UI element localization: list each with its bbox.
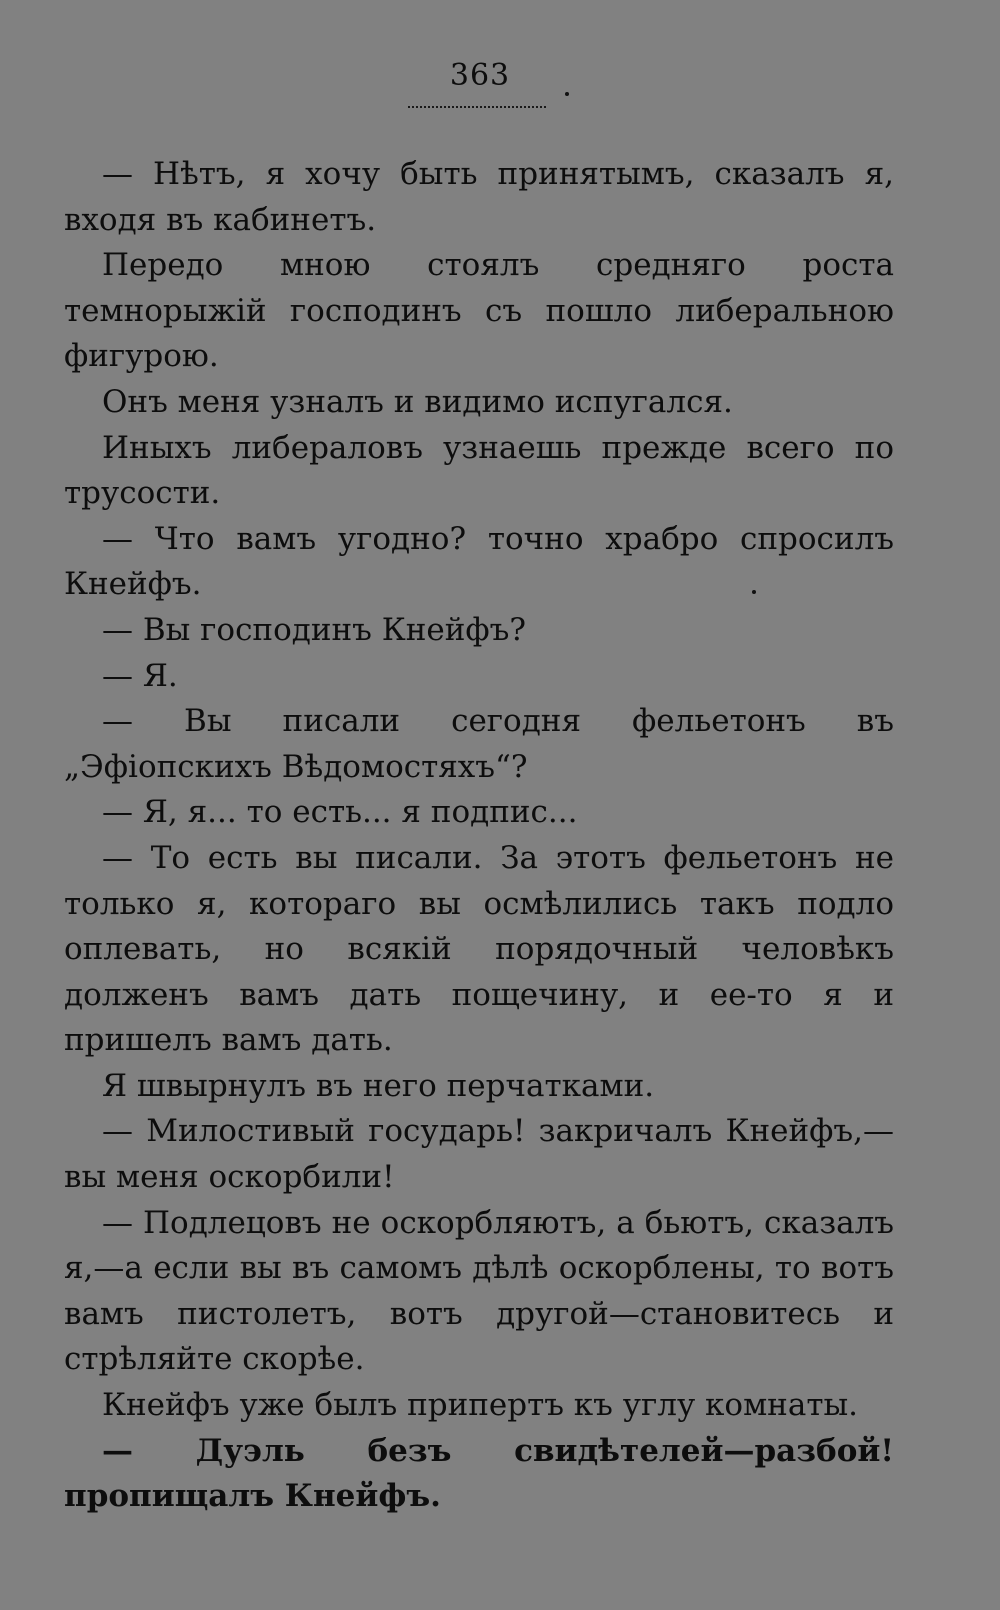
paragraph: Я швырнулъ въ него перчатками.	[102, 1067, 655, 1104]
header-rule	[408, 106, 546, 108]
paragraph: — Я, я... то есть... я подпис...	[102, 794, 578, 831]
paragraph: Кнейфъ уже былъ припертъ къ углу комнаты.	[102, 1387, 859, 1424]
page-number: 363	[449, 58, 511, 93]
paragraph: — Вы господинъ Кнейфъ?	[102, 611, 527, 648]
paragraph: — То есть вы писали. За этотъ фельетонъ не только я, котораго вы осмѣлились такъ подло оплевать, но всякій порядочный человѣкъ долженъ вамъ дать пощечину, и ее-то я и пришелъ вамъ дать.	[64, 839, 894, 1059]
print-speck	[752, 590, 756, 594]
paragraph: Онъ меня узналъ и видимо испугался.	[102, 383, 733, 420]
paragraph: Передо мною стоялъ средняго роста темнорыжій господинъ съ пошло либеральною фигурою.	[64, 247, 894, 375]
paragraph: — Я.	[102, 657, 178, 694]
print-speck	[565, 92, 569, 96]
paragraph: — Нѣтъ, я хочу быть принятымъ, сказалъ я, входя въ кабинетъ.	[64, 156, 894, 238]
paragraph: — Вы писали сегодня фельетонъ въ „Эфіопскихъ Вѣдомостяхъ“?	[64, 703, 894, 785]
paragraph: — Милостивый государь! закричалъ Кнейфъ,— вы меня оскорбили!	[64, 1113, 894, 1196]
body-text	[64, 152, 894, 1520]
paragraph: — Что вамъ угодно? точно храбро спросилъ Кнейфъ.	[64, 520, 894, 603]
paragraph: — Подлецовъ не оскорбляютъ, а бьютъ, сказалъ я,—а если вы въ самомъ дѣлѣ оскорблены, то вотъ вамъ пистолетъ, вотъ другой—становитесь и стрѣляйте скорѣе.	[64, 1204, 894, 1378]
paragraph: Иныхъ либераловъ узнаешь прежде всего по трусости.	[64, 429, 894, 512]
paragraph: — Дуэль безъ свидѣтелей—разбой! пропищалъ Кнейфъ.	[64, 1432, 894, 1515]
